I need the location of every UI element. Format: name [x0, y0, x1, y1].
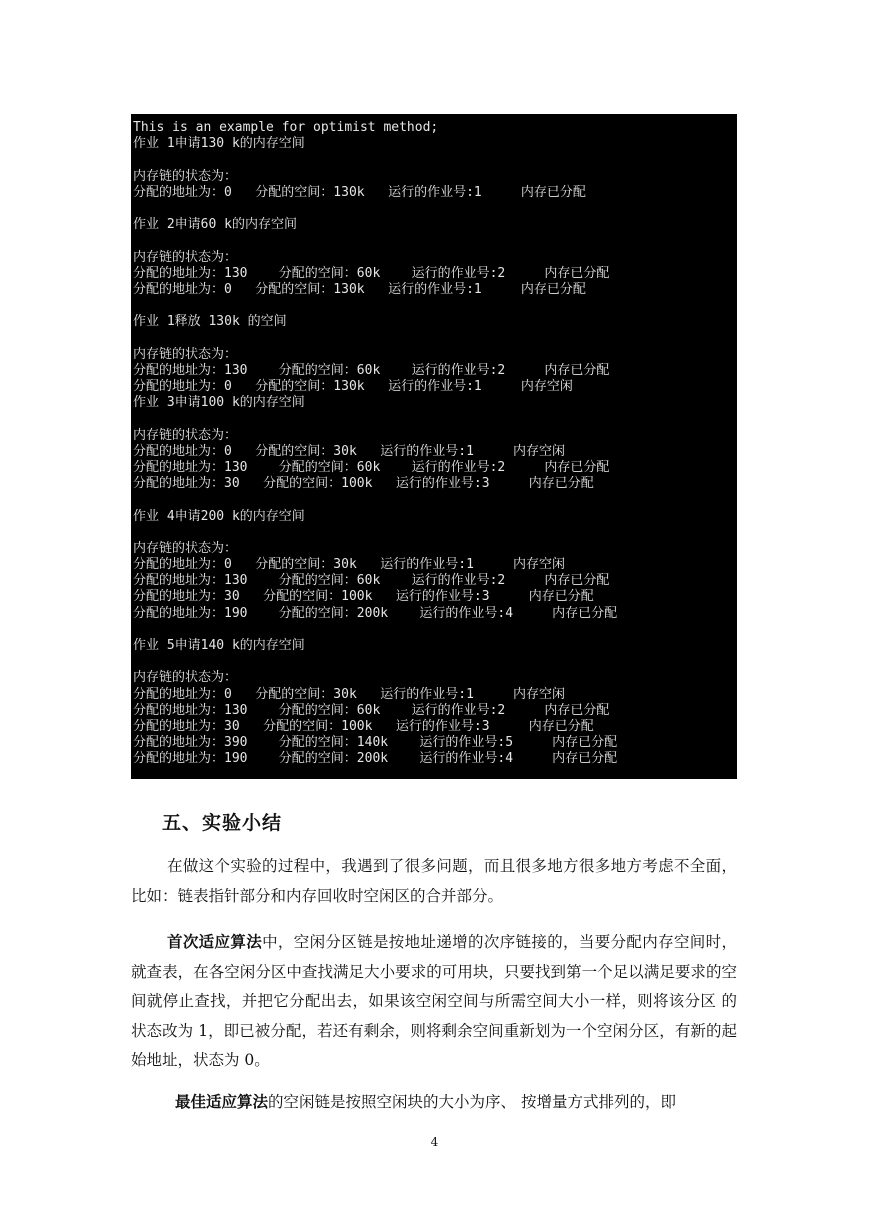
section-title: 五、实验小结: [162, 812, 283, 834]
best-fit-term: 最佳适应算法: [175, 1092, 269, 1111]
console-line: 分配的地址为：0 分配的空间：30k 运行的作业号:1 内存空闲: [133, 557, 566, 573]
console-line: 内存链的状态为：: [133, 670, 238, 686]
console-line: [133, 330, 735, 346]
console-line: 内存链的状态为：: [133, 249, 238, 265]
console-line: 分配的地址为：0 分配的空间：30k 运行的作业号:1 内存空闲: [133, 443, 566, 459]
page-number: 4: [430, 1135, 439, 1149]
console-line: 作业 2申请60 k的内存空间: [133, 217, 297, 233]
console-line: 分配的地址为：130 分配的空间：60k 运行的作业号:2 内存已分配: [133, 702, 610, 718]
console-line: 作业 5申请140 k的内存空间: [133, 638, 305, 653]
console-output: [133, 120, 735, 768]
console-line: 作业 1释放 130k 的空间: [133, 314, 287, 330]
first-fit-description: 中，空闲分区链是按地址递增的次序链接的，当要分配内存空间时，就查表，在各空闲分区中查找满足大小要求的可用块，只要找到第一个足以满足要求的空间就停止查找，并把它分配出去，如果该空闲空间与所需空间大小一样，则将该分区 的状态改为 1，即已被分配，若还有剩余，则将剩余空间重新划为一个空闲分区，有新的起始地址，状态为 0。: [131, 933, 737, 1069]
console-line: [133, 233, 735, 249]
console-line: This is an example for optimist method;: [133, 120, 439, 135]
console-line: 分配的地址为：130 分配的空间：60k 运行的作业号:2 内存已分配: [133, 573, 610, 589]
console-line: 分配的地址为：30 分配的空间：100k 运行的作业号:3 内存已分配: [133, 589, 594, 605]
console-line: 分配的地址为：0 分配的空间：130k 运行的作业号:1 内存空闲: [133, 379, 573, 394]
console-line: 分配的地址为：0 分配的空间：30k 运行的作业号:1 内存空闲: [133, 686, 566, 702]
console-line: 内存链的状态为：: [133, 168, 238, 184]
console-line: 分配的地址为：0 分配的空间：130k 运行的作业号:1 内存已分配: [133, 184, 586, 200]
console-line: 分配的地址为：30 分配的空间：100k 运行的作业号:3 内存已分配: [133, 476, 594, 492]
console-line: 作业 3申请100 k的内存空间: [133, 395, 305, 411]
console-line: 分配的地址为：130 分配的空间：60k 运行的作业号:2 内存已分配: [133, 265, 610, 281]
console-line: 作业 4申请200 k的内存空间: [133, 508, 305, 524]
console-line: [133, 201, 735, 217]
console-line: [133, 654, 735, 670]
console-line: 分配的地址为：130 分配的空间：60k 运行的作业号:2 内存已分配: [133, 459, 610, 475]
console-line: 分配的地址为：190 分配的空间：200k 运行的作业号:4 内存已分配: [133, 605, 618, 621]
console-line: 内存链的状态为：: [133, 346, 238, 362]
console-line: 作业 1申请130 k的内存空间: [133, 136, 305, 152]
console-line: [133, 411, 735, 427]
first-fit-term: 首次适应算法: [167, 932, 263, 951]
console-screenshot: [131, 114, 737, 779]
summary-paragraph-1: 在做这个实验的过程中，我遇到了很多问题，而且很多地方很多地方考虑不全面，比如：链表指针部分和内存回收时空闲区的合并部分。: [131, 857, 737, 905]
console-line: 分配的地址为：130 分配的空间：60k 运行的作业号:2 内存已分配: [133, 362, 610, 378]
console-line: 分配的地址为：30 分配的空间：100k 运行的作业号:3 内存已分配: [133, 718, 594, 734]
console-line: [133, 492, 735, 508]
console-line: [133, 152, 735, 168]
console-line: [133, 525, 735, 541]
summary-paragraph-3: [131, 1087, 737, 1118]
console-line: 分配的地址为：390 分配的空间：140k 运行的作业号:5 内存已分配: [133, 735, 618, 751]
console-line: 分配的地址为：0 分配的空间：130k 运行的作业号:1 内存已分配: [133, 281, 586, 297]
console-line: [133, 298, 735, 314]
console-line: [133, 622, 735, 638]
best-fit-description: 的空闲链是按照空闲块的大小为序、 按增量方式排列的，即: [268, 1093, 676, 1111]
summary-paragraph-2: [131, 927, 737, 1076]
console-line: 内存链的状态为：: [133, 427, 238, 443]
console-line: 分配的地址为：190 分配的空间：200k 运行的作业号:4 内存已分配: [133, 751, 618, 767]
console-line: 内存链的状态为：: [133, 540, 238, 556]
